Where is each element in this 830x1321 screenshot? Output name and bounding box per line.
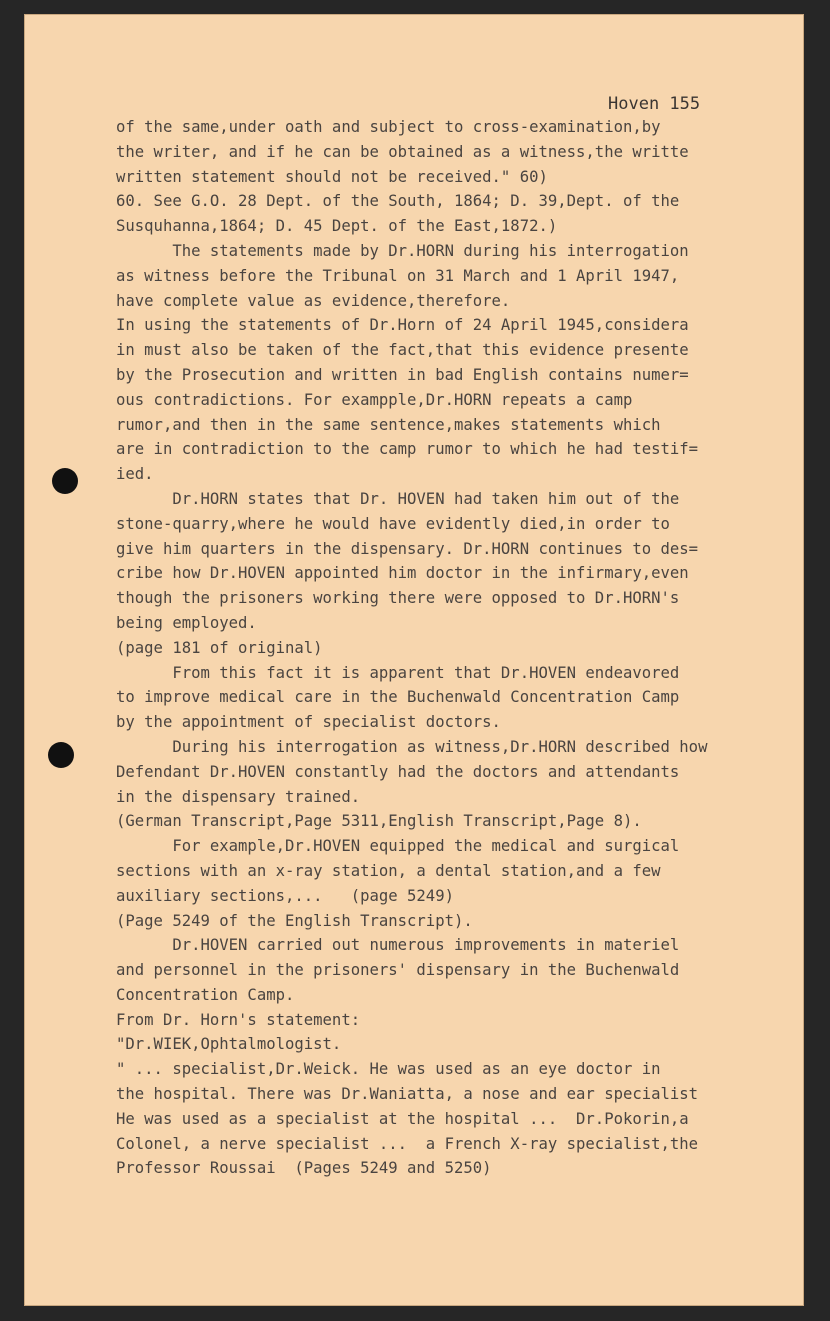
text-line: cribe how Dr.HOVEN appointed him doctor in the infirmary,even bbox=[116, 564, 689, 583]
text-line: "Dr.WIEK,Ophtalmologist. bbox=[116, 1035, 342, 1054]
text-line: Defendant Dr.HOVEN constantly had the doctors and attendants bbox=[116, 762, 680, 781]
text-line: sections with an x-ray station, a dental station,and a few bbox=[116, 861, 661, 880]
text-line: ous contradictions. For exampple,Dr.HORN repeats a camp bbox=[116, 390, 633, 409]
text-line: Concentration Camp. bbox=[116, 985, 295, 1004]
text-line: by the Prosecution and written in bad English contains numer= bbox=[116, 365, 689, 384]
text-line: Susquhanna,1864; D. 45 Dept. of the East,1872.) bbox=[116, 217, 558, 236]
text-line: in must also be taken of the fact,that this evidence presente bbox=[116, 341, 689, 360]
text-line: The statements made by Dr.HORN during his interrogation bbox=[116, 241, 689, 260]
text-line: From Dr. Horn's statement: bbox=[116, 1010, 361, 1029]
document-body bbox=[116, 115, 798, 1181]
text-line: (German Transcript,Page 5311,English Transcript,Page 8). bbox=[116, 812, 642, 831]
text-line: " ... specialist,Dr.Weick. He was used as an eye doctor in bbox=[116, 1060, 661, 1079]
text-line: as witness before the Tribunal on 31 March and 1 April 1947, bbox=[116, 266, 680, 285]
text-line: to improve medical care in the Buchenwald Concentration Camp bbox=[116, 688, 680, 707]
text-line: written statement should not be received." 60) bbox=[116, 167, 548, 186]
text-line: (Page 5249 of the English Transcript). bbox=[116, 911, 473, 930]
text-line: Professor Roussai (Pages 5249 and 5250) bbox=[116, 1159, 492, 1178]
page-number: Hoven 155 bbox=[608, 94, 701, 114]
text-line: During his interrogation as witness,Dr.HORN described how bbox=[116, 737, 708, 756]
text-line: Colonel, a nerve specialist ... a French X-ray specialist,the bbox=[116, 1134, 699, 1153]
text-line: give him quarters in the dispensary. Dr.HORN continues to des= bbox=[116, 539, 699, 558]
text-line: are in contradiction to the camp rumor to which he had testif= bbox=[116, 440, 699, 459]
text-line: rumor,and then in the same sentence,makes statements which bbox=[116, 415, 661, 434]
text-line: Dr.HOVEN carried out numerous improvements in materiel bbox=[116, 936, 680, 955]
document-page bbox=[24, 14, 804, 1306]
text-line: have complete value as evidence,therefore. bbox=[116, 291, 511, 310]
text-line: (page 181 of original) bbox=[116, 638, 323, 657]
text-line: the hospital. There was Dr.Waniatta, a nose and ear specialist bbox=[116, 1085, 699, 1104]
text-line: though the prisoners working there were opposed to Dr.HORN's bbox=[116, 589, 680, 608]
punch-hole bbox=[52, 468, 78, 494]
text-line: and personnel in the prisoners' dispensary in the Buchenwald bbox=[116, 961, 680, 980]
text-line: auxiliary sections,... (page 5249) bbox=[116, 886, 454, 905]
text-line: 60. See G.O. 28 Dept. of the South, 1864; D. 39,Dept. of the bbox=[116, 192, 680, 211]
text-line: Dr.HORN states that Dr. HOVEN had taken him out of the bbox=[116, 489, 680, 508]
text-line: in the dispensary trained. bbox=[116, 787, 361, 806]
text-line: From this fact it is apparent that Dr.HOVEN endeavored bbox=[116, 663, 680, 682]
text-line: of the same,under oath and subject to cross-examination,by bbox=[116, 118, 661, 136]
punch-hole bbox=[48, 742, 74, 768]
text-line: ied. bbox=[116, 465, 154, 484]
text-line: being employed. bbox=[116, 613, 257, 632]
text-line: by the appointment of specialist doctors. bbox=[116, 713, 501, 732]
text-line: He was used as a specialist at the hospital ... Dr.Pokorin,a bbox=[116, 1109, 689, 1128]
text-line: the writer, and if he can be obtained as a witness,the writte bbox=[116, 142, 689, 161]
text-line: In using the statements of Dr.Horn of 24 April 1945,considera bbox=[116, 316, 689, 335]
text-line: For example,Dr.HOVEN equipped the medical and surgical bbox=[116, 837, 680, 856]
text-line: stone-quarry,where he would have evidently died,in order to bbox=[116, 514, 670, 533]
